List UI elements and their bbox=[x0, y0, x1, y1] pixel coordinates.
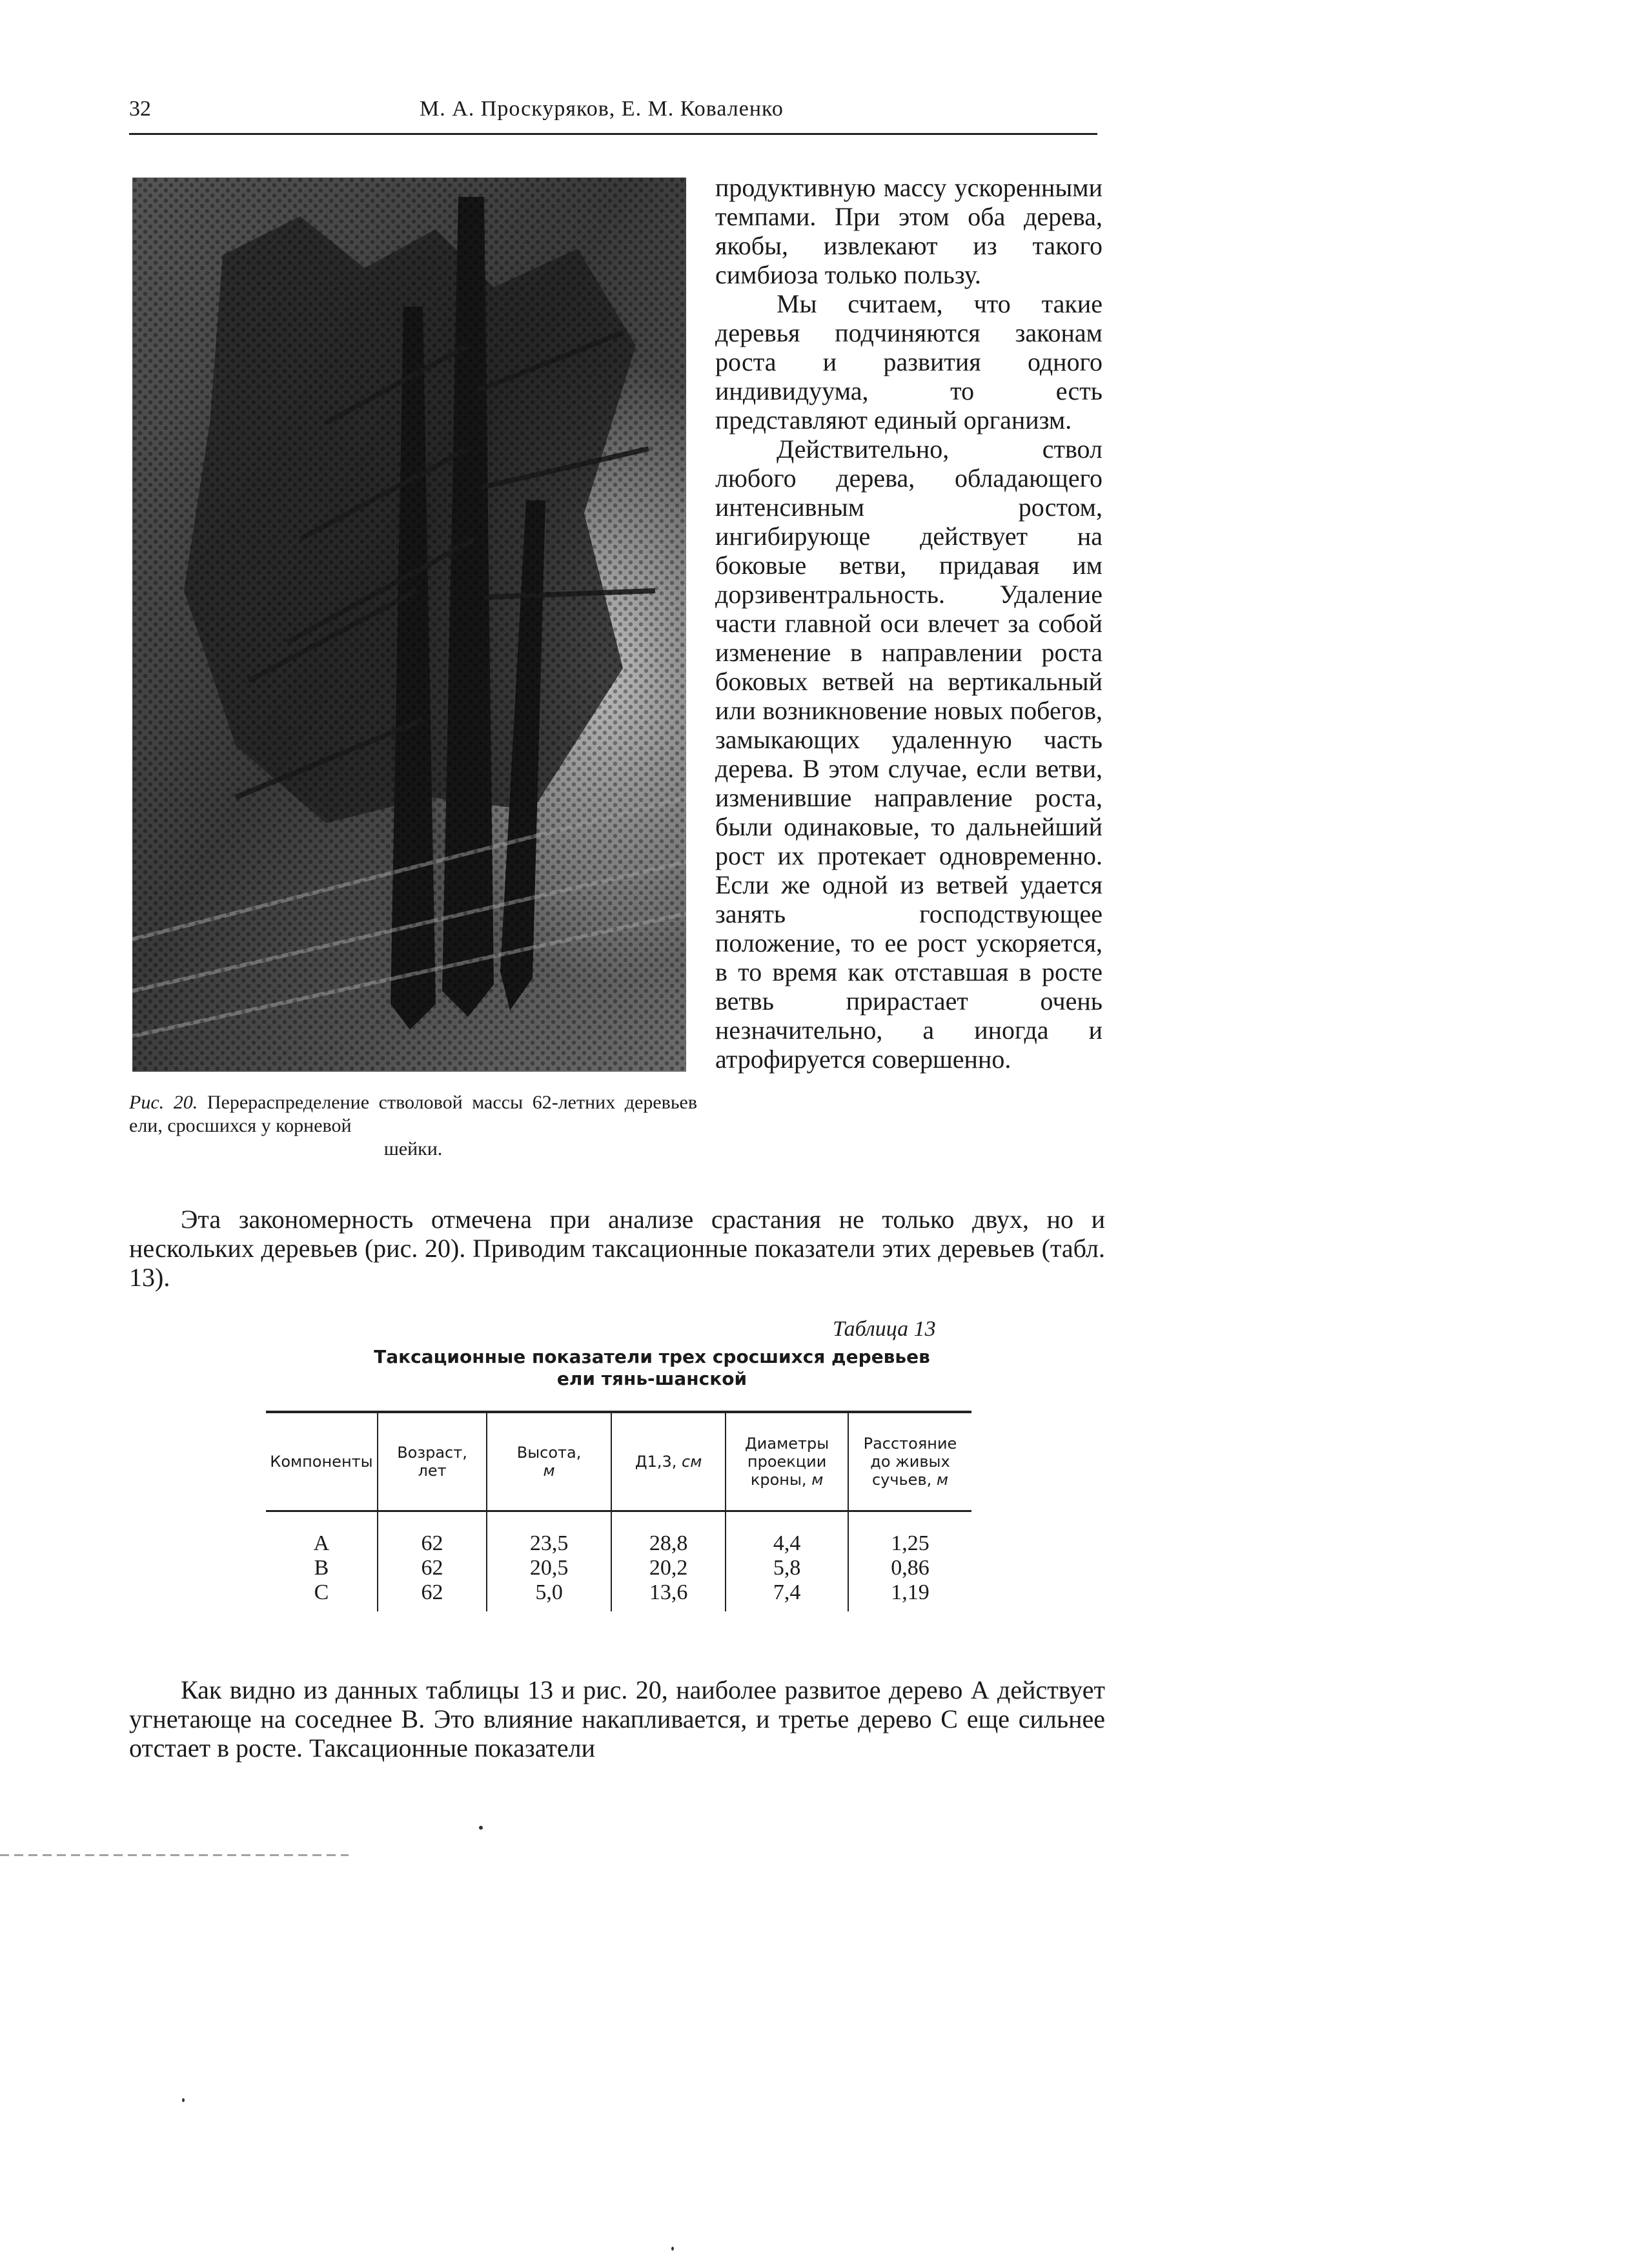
header-rule bbox=[129, 133, 1097, 135]
table-cell: C bbox=[314, 1580, 329, 1604]
col-header-crown-unit: м bbox=[811, 1471, 824, 1489]
col-header-distance bbox=[848, 1412, 971, 1511]
table-header-row bbox=[266, 1412, 971, 1511]
table-cell: 20,5 bbox=[487, 1556, 611, 1580]
col-header-crown-label: Диаметры проекции кроны, bbox=[745, 1435, 829, 1489]
table-cell: 1,25 bbox=[848, 1511, 971, 1557]
table-cell: 62 bbox=[378, 1580, 487, 1611]
table-cell: 5,8 bbox=[726, 1556, 848, 1580]
paragraph: Мы считаем, что такие деревья подчиняются законам роста и развития одного индивидуума, то есть представляют единый организм. bbox=[715, 289, 1102, 434]
col-header-crown bbox=[726, 1412, 848, 1511]
table-number: Таблица 13 bbox=[833, 1317, 936, 1341]
right-column-text bbox=[715, 173, 1102, 1074]
paragraph: Действительно, ствол любого дерева, обладающего интенсивным ростом, ингибирующе действует на боковые ветви, придавая им дорзивентральность. Удаление части главной оси влечет за собой изменение в направлении роста боковых ветвей на вертикальный или возникновение новых побегов, замыкающих удаленную часть дерева. В этом случае, если ветви, изменившие направление роста, были одинаковые, то дальнейший рост их протекает одновременно. Если же одной из ветвей удается занять господствующее положение, то ее рост ускоряется, в то время как отставшая в росте ветвь прирастает очень незначительно, а иногда и атрофируется совершенно. bbox=[715, 434, 1102, 1074]
table-row bbox=[266, 1556, 971, 1580]
col-header-diameter-unit: см bbox=[682, 1453, 702, 1471]
col-header-height bbox=[487, 1412, 611, 1511]
data-table bbox=[266, 1411, 971, 1611]
table-cell: 62 bbox=[378, 1511, 487, 1557]
col-header-diameter bbox=[611, 1412, 726, 1511]
col-header-distance-label: Расстояние до живых сучьев, bbox=[863, 1435, 957, 1489]
table-title bbox=[271, 1346, 1033, 1390]
scan-artifact-line bbox=[0, 1854, 349, 1856]
table-title-line: ели тянь-шанской bbox=[556, 1368, 747, 1389]
table-cell: 4,4 bbox=[726, 1511, 848, 1557]
table-cell: 7,4 bbox=[726, 1580, 848, 1611]
table-row bbox=[266, 1580, 971, 1611]
table-cell: 5,0 bbox=[487, 1580, 611, 1611]
col-header-diameter-label: Д1,3, bbox=[635, 1453, 677, 1471]
table-cell: 13,6 bbox=[611, 1580, 726, 1611]
col-header-distance-unit: м bbox=[936, 1471, 948, 1489]
page-number: 32 bbox=[129, 97, 151, 121]
figure-label: Рис. 20. bbox=[129, 1092, 198, 1113]
table-row bbox=[266, 1511, 971, 1557]
figure-caption-text: Перераспределение стволовой массы 62-летних деревьев ели, сросшихся у корневой bbox=[129, 1092, 698, 1136]
scan-speck bbox=[182, 2098, 185, 2102]
table-cell: 28,8 bbox=[611, 1511, 726, 1557]
figure-caption-tail: шейки. bbox=[383, 1138, 443, 1160]
table-cell: 0,86 bbox=[848, 1556, 971, 1580]
figure-photo-spruce-trees bbox=[132, 178, 686, 1072]
running-title: М. А. Проскуряков, Е. М. Коваленко bbox=[420, 97, 784, 121]
page-header bbox=[129, 97, 1097, 136]
col-header-height-label: Высота, bbox=[516, 1444, 582, 1462]
table-cell: A bbox=[313, 1531, 330, 1555]
paragraph-after-figure: Эта закономерность отмечена при анализе срастания не только двух, но и нескольких деревьев (рис. 20). Приводим таксационные показатели этих деревьев (табл. 13). bbox=[129, 1205, 1105, 1292]
photo-illustration bbox=[132, 178, 686, 1072]
col-header-age: Возраст, лет bbox=[378, 1412, 487, 1511]
col-header-height-unit: м bbox=[543, 1462, 555, 1480]
scan-speck bbox=[479, 1826, 483, 1830]
paragraph-continuation: продуктивную массу ускоренными темпами. При этом оба дерева, якобы, извлекают из такого симбиоза только пользу. bbox=[715, 173, 1102, 289]
paragraph-after-table: Как видно из данных таблицы 13 и рис. 20, наиболее развитое дерево А действует угнетающе на соседнее В. Это влияние накапливается, и третье дерево С еще сильнее отстает в росте. Таксационные показатели bbox=[129, 1675, 1105, 1762]
table-cell: 62 bbox=[378, 1556, 487, 1580]
table-title-line: Таксационные показатели трех сросшихся деревьев bbox=[374, 1346, 930, 1367]
table-cell: 20,2 bbox=[611, 1556, 726, 1580]
table-cell: 23,5 bbox=[487, 1511, 611, 1557]
table-cell: B bbox=[314, 1556, 329, 1580]
scan-speck bbox=[671, 2247, 674, 2251]
figure-caption bbox=[129, 1091, 697, 1161]
table-cell: 1,19 bbox=[848, 1580, 971, 1611]
col-header-components: Компоненты bbox=[270, 1453, 373, 1471]
